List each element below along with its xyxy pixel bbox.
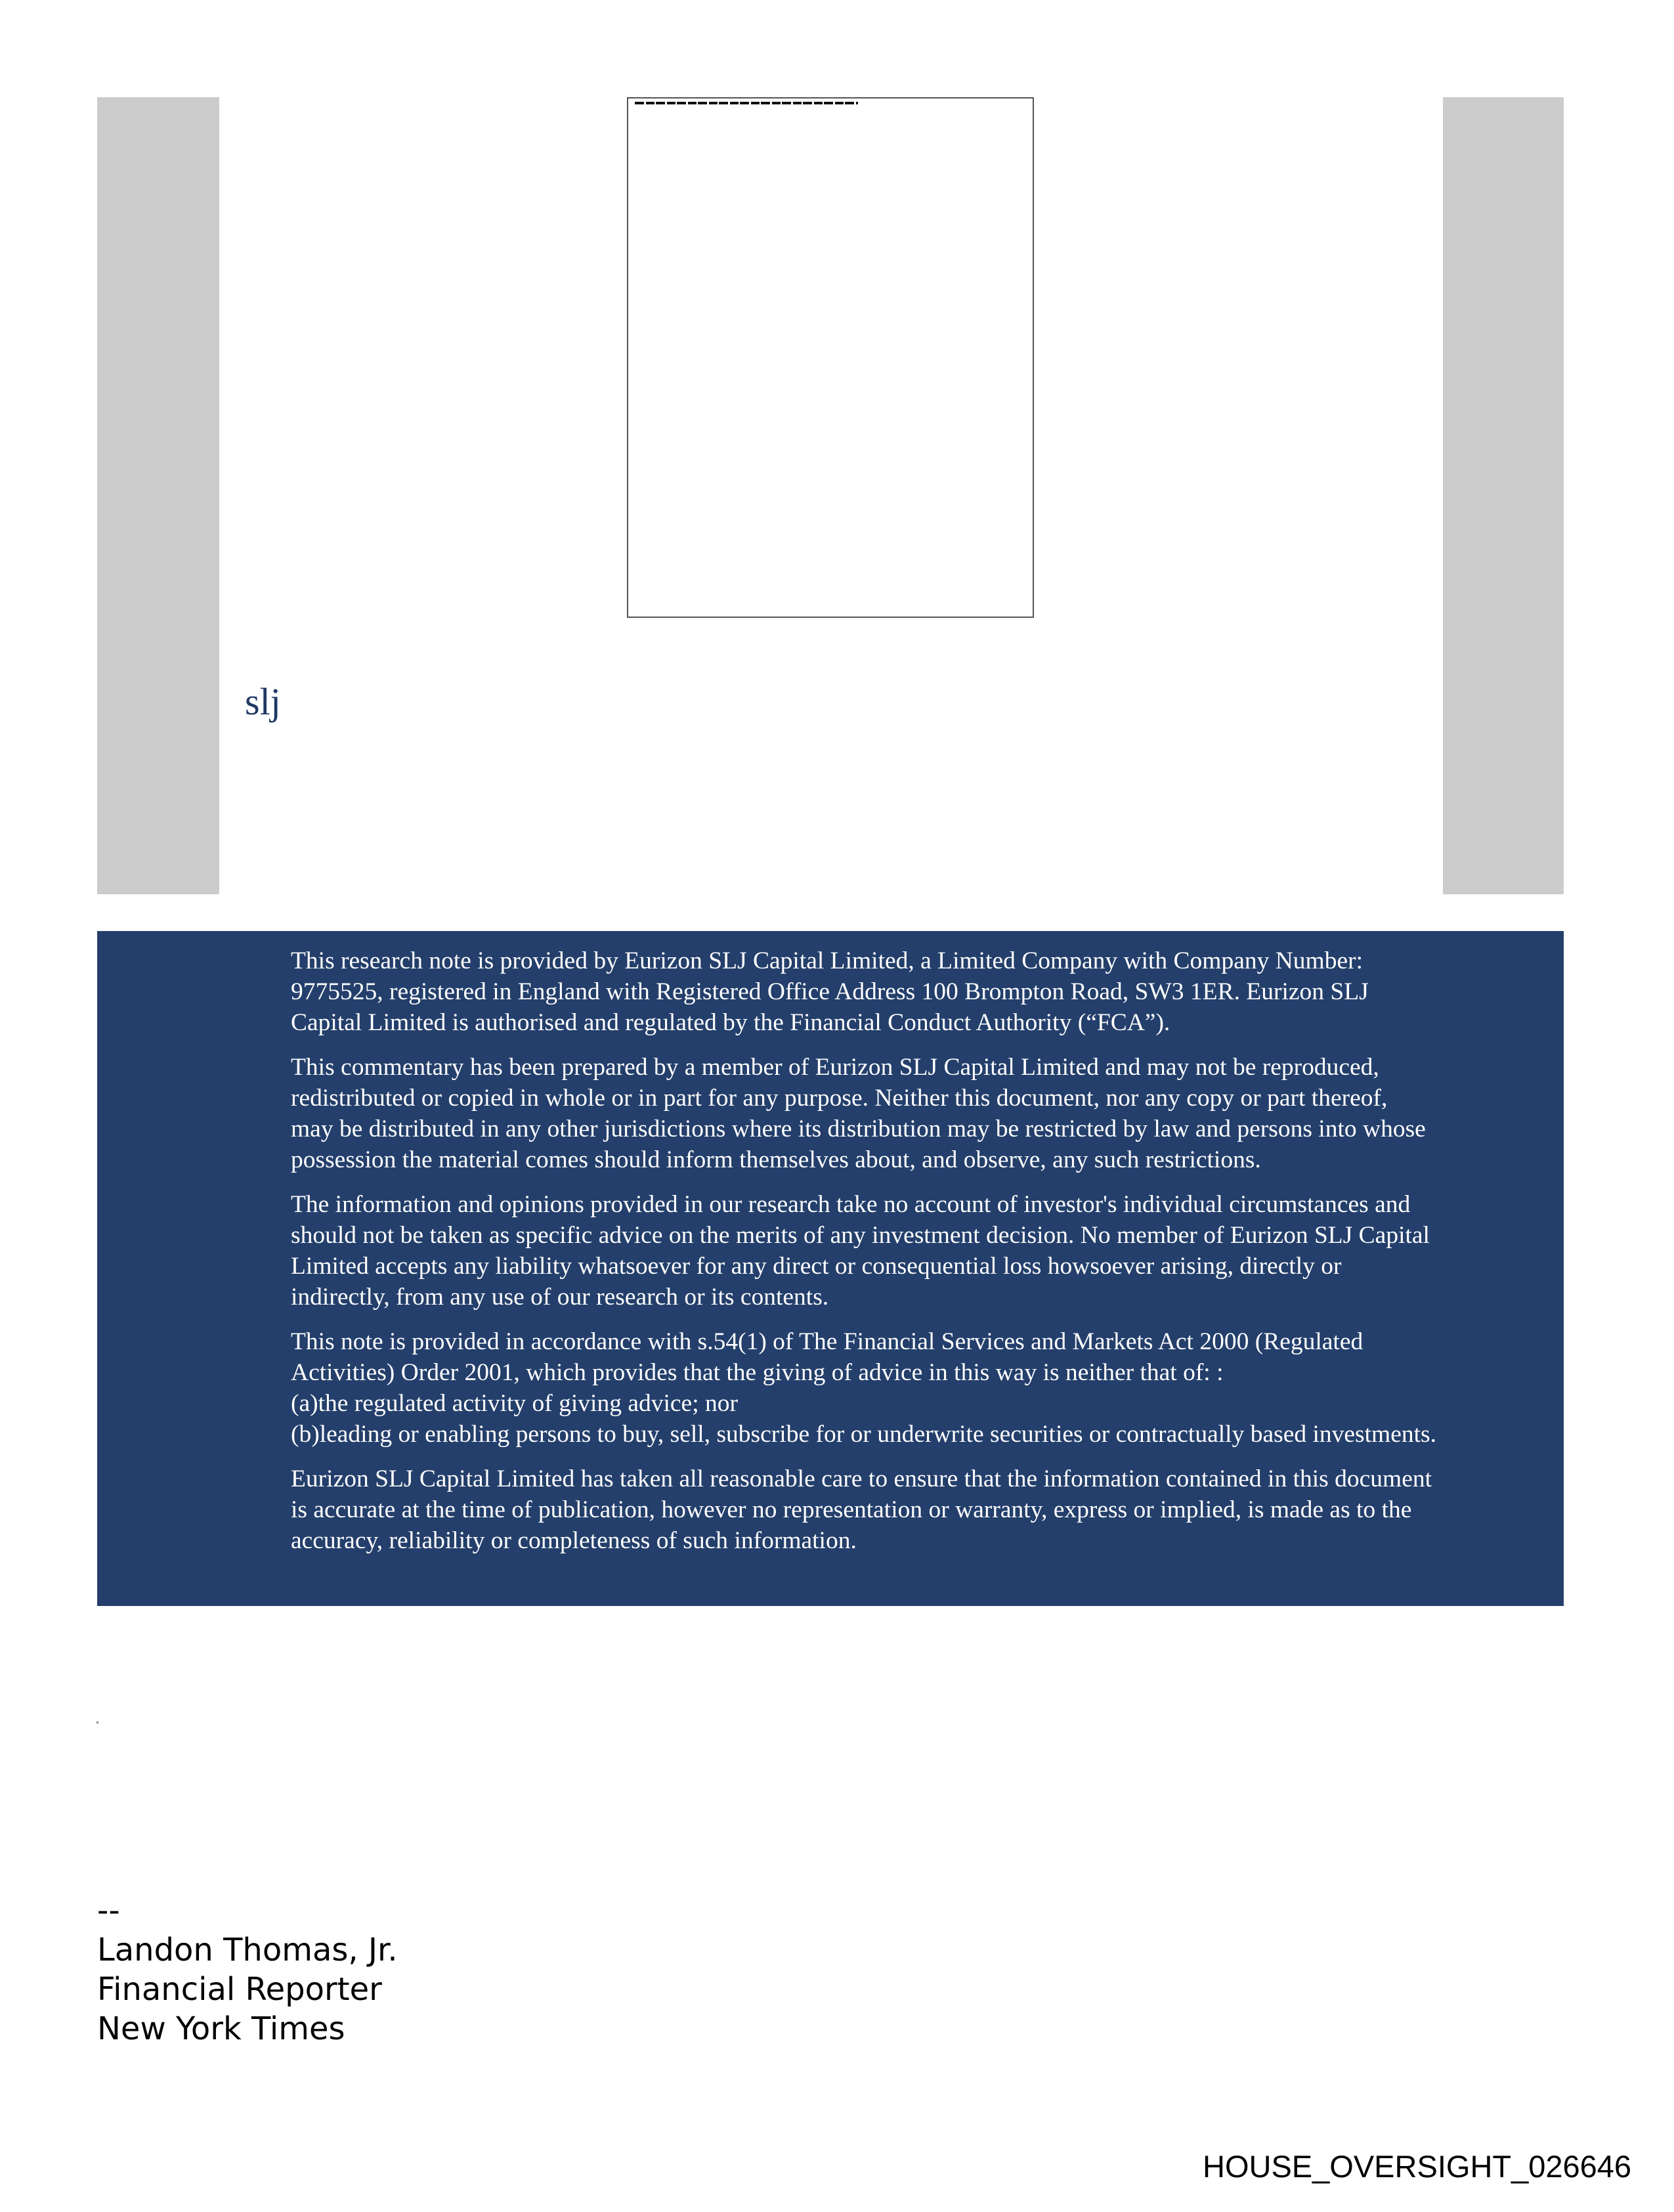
disclaimer-paragraph-2 bbox=[291, 1052, 1551, 1175]
left-gray-margin bbox=[97, 97, 219, 894]
disclaimer-paragraph-5 bbox=[291, 1464, 1551, 1556]
disclaimer-line: (b)leading or enabling persons to buy, sell, subscribe for or underwrite securities or contractually based investments. bbox=[291, 1421, 1436, 1448]
email-signature bbox=[97, 1891, 398, 2049]
embedded-page-thumbnail bbox=[627, 97, 1034, 618]
disclaimer-line: accuracy, reliability or completeness of such information. bbox=[291, 1527, 857, 1554]
disclaimer-line: Capital Limited is authorised and regulated by the Financial Conduct Authority (“FCA”). bbox=[291, 1009, 1170, 1036]
disclaimer-box bbox=[97, 931, 1564, 1606]
slj-logo-text: slj bbox=[245, 680, 281, 723]
disclaimer-line: may be distributed in any other jurisdictions where its distribution may be restricted by law and persons into whose bbox=[291, 1116, 1426, 1142]
signature-name: Landon Thomas, Jr. bbox=[97, 1932, 398, 1968]
signature-organization: New York Times bbox=[97, 2010, 345, 2047]
stray-mark bbox=[97, 1722, 98, 1724]
disclaimer-line: redistributed or copied in whole or in part for any purpose. Neither this document, nor any copy or part thereof, bbox=[291, 1085, 1388, 1112]
disclaimer-line: possession the material comes should inform themselves about, and observe, any such restrictions. bbox=[291, 1146, 1261, 1173]
disclaimer-text bbox=[291, 945, 1551, 1570]
right-gray-margin bbox=[1443, 97, 1564, 894]
disclaimer-line: Activities) Order 2001, which provides that the giving of advice in this way is neither that of: : bbox=[291, 1359, 1224, 1386]
disclaimer-line: 9775525, registered in England with Registered Office Address 100 Brompton Road, SW3 1ER. Eurizon SLJ bbox=[291, 978, 1369, 1005]
signature-title: Financial Reporter bbox=[97, 1971, 382, 2008]
disclaimer-line: This note is provided in accordance with s.54(1) of The Financial Services and Markets Act 2000 (Regulated bbox=[291, 1328, 1363, 1355]
disclaimer-line: (a)the regulated activity of giving advice; nor bbox=[291, 1390, 738, 1417]
disclaimer-paragraph-3 bbox=[291, 1189, 1551, 1312]
disclaimer-line: The information and opinions provided in our research take no account of investor's individual circumstances and bbox=[291, 1191, 1411, 1218]
disclaimer-paragraph-1 bbox=[291, 945, 1551, 1038]
signature-separator: -- bbox=[97, 1892, 120, 1929]
disclaimer-line: This commentary has been prepared by a member of Eurizon SLJ Capital Limited and may not be reproduced, bbox=[291, 1054, 1379, 1081]
disclaimer-line: This research note is provided by Eurizon SLJ Capital Limited, a Limited Company with Company Number: bbox=[291, 947, 1363, 974]
disclaimer-line: is accurate at the time of publication, however no representation or warranty, express or implied, is made as to the bbox=[291, 1496, 1412, 1523]
thumbnail-illegible-header bbox=[635, 102, 858, 104]
disclaimer-line: Eurizon SLJ Capital Limited has taken all reasonable care to ensure that the information contained in this document bbox=[291, 1465, 1432, 1492]
bates-number: HOUSE_OVERSIGHT_026646 bbox=[1203, 2149, 1632, 2184]
disclaimer-line: should not be taken as specific advice on the merits of any investment decision. No member of Eurizon SLJ Capital bbox=[291, 1222, 1430, 1249]
disclaimer-paragraph-4 bbox=[291, 1326, 1551, 1450]
disclaimer-line: Limited accepts any liability whatsoever for any direct or consequential loss howsoever arising, directly or bbox=[291, 1253, 1342, 1280]
disclaimer-line: indirectly, from any use of our research or its contents. bbox=[291, 1284, 829, 1311]
